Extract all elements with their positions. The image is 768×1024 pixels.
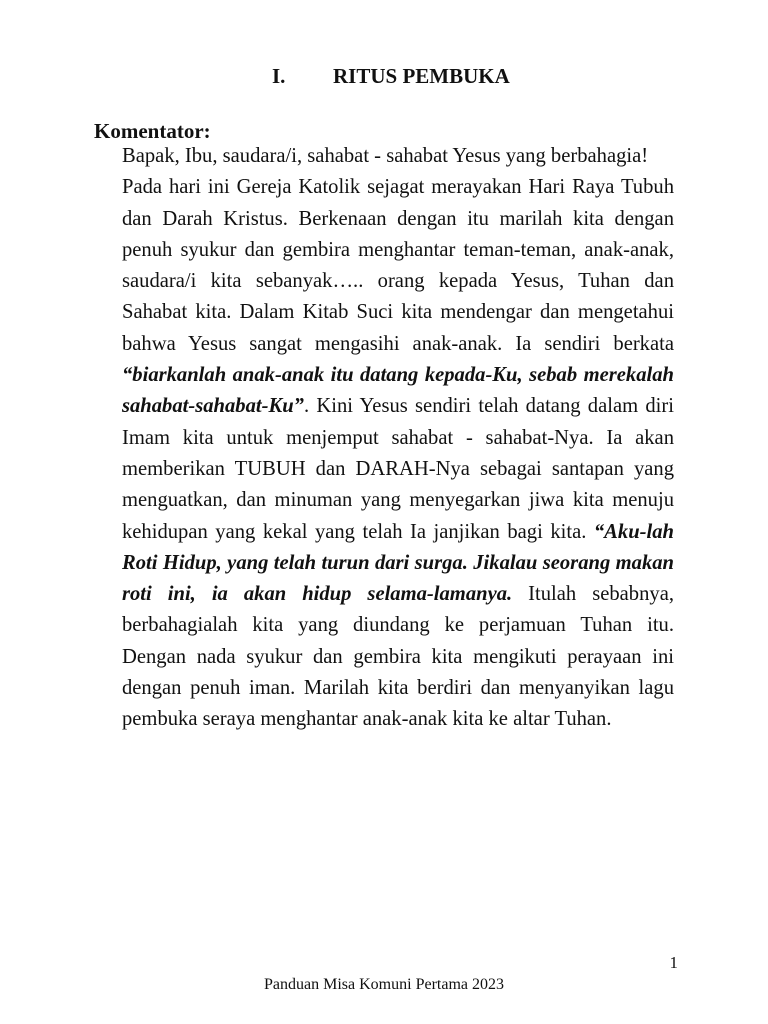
page-number: 1 [669,953,678,972]
paragraph-text-1: Pada hari ini Gereja Katolik sejagat merayakan Hari Raya Tubuh dan Darah Kristus. Berkenaan dengan itu marilah kita dengan penuh syukur dan gembira menghantar teman-teman, anak-anak, saudara/i kita sebanyak….. orang kepada Yesus, Tuhan dan Sahabat kita. Dalam Kitab Suci kita mendengar dan mengetahui bahwa Yesus sangat mengasihi anak-anak. Ia sendiri berkata [122,176,674,355]
main-paragraph [122,172,674,735]
greeting-paragraph: Bapak, Ibu, saudara/i, sahabat - sahabat Yesus yang berbahagia! [122,145,649,167]
scripture-quote-2: “Aku-lah Roti Hidup, yang telah turun dari surga. Jikalau seorang makan roti ini, ia akan hidup selama-lamanya. [122,520,674,606]
section-number: I. [272,64,286,88]
commentary-body [122,141,674,736]
speaker-label: Komentator: [94,119,211,143]
scripture-quote-1: “biarkanlah anak-anak itu datang kepada-Ku, sebab merekalah sahabat-sahabat-Ku” [122,364,674,418]
paragraph-text-3: Itulah sebabnya, berbahagialah kita yang diundang ke perjamuan Tuhan itu. Dengan nada syukur dan gembira kita mengikuti perayaan ini dengan penuh iman. Marilah kita berdiri dan menyanyikan lagu pembuka seraya menghantar anak-anak kita ke altar Tuhan. [122,583,674,731]
paragraph-text-2: . Kini Yesus sendiri telah datang dalam diri Imam kita untuk menjemput sahabat - sahabat-Nya. Ia akan memberikan TUBUH dan DARAH-Nya sebagai santapan yang menguatkan, dan minuman yang menyegarkan jiwa kita menuju kehidupan yang kekal yang telah Ia janjikan bagi kita. [122,395,674,543]
section-title: RITUS PEMBUKA [333,64,510,88]
page-footer: Panduan Misa Komuni Pertama 2023 [264,976,504,993]
